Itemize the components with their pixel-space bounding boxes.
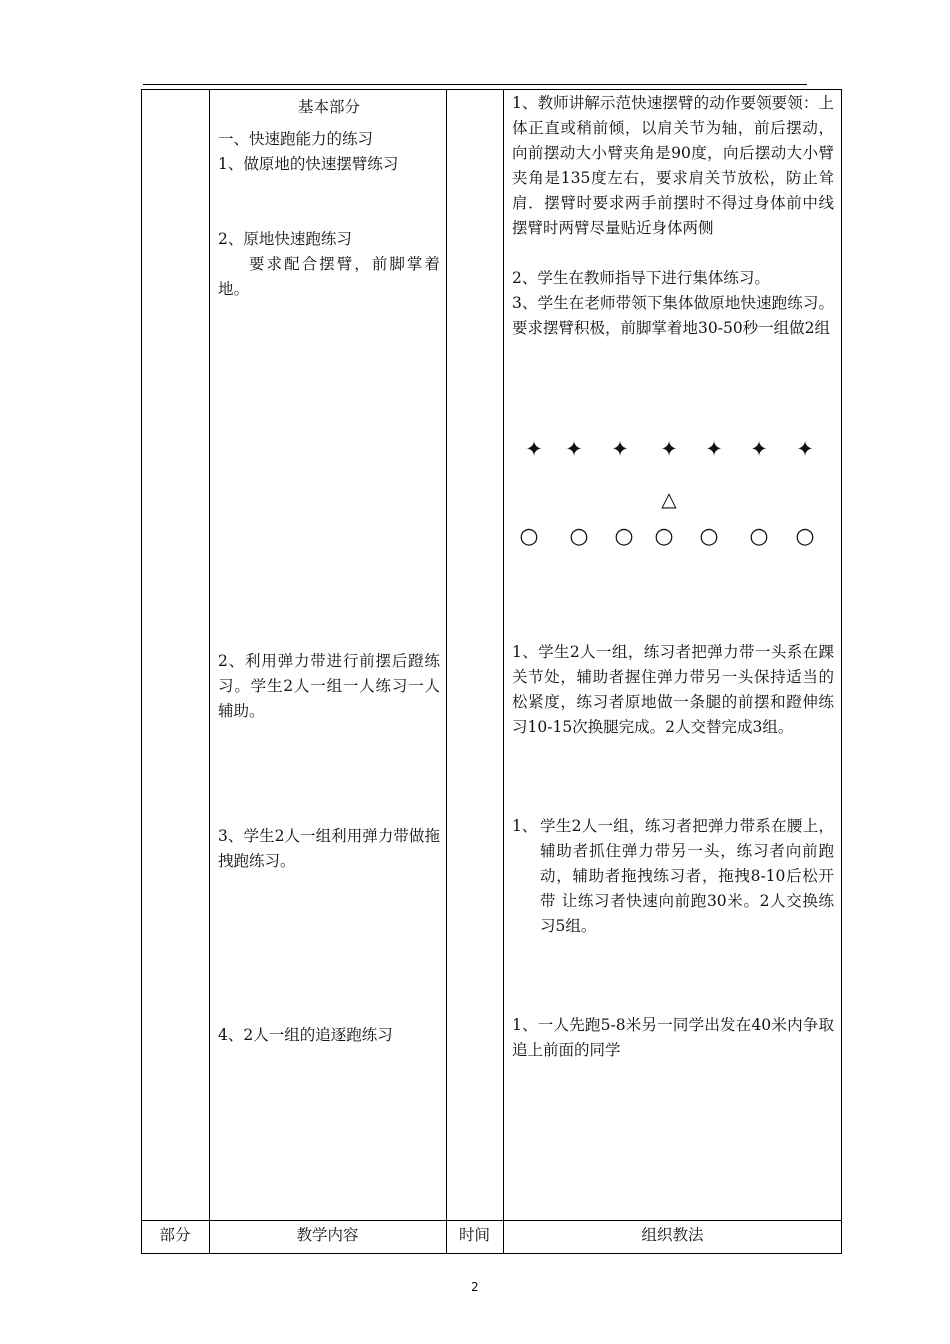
- content-item-4: 3、学生2人一组利用弹力带做拖拽跑练习。: [218, 827, 440, 870]
- student-star-icon: ✦: [796, 437, 814, 461]
- header-content: 教学内容: [296, 1226, 359, 1244]
- content-item-5: 4、2人一组的追逐跑练习: [218, 1026, 393, 1044]
- header-part: 部分: [159, 1226, 191, 1244]
- student-star-icon: ✦: [611, 437, 629, 461]
- method-paragraph-5-text: 学生2人一组，练习者把弹力带系在腰上，辅助者抓住弹力带另一头，练习者向前跑动，辅助者拖拽练习者，拖拽8-10后松开带 让练习者快速向前跑30米。2人交换练习5组。: [540, 817, 834, 935]
- student-circle-icon: ○: [749, 524, 769, 549]
- method-paragraph-1: 1、教师讲解示范快速摆臂的动作要领要领：上体正直或稍前倾，以肩关节为轴，前后摆动，向前摆动大小臂夹角是90度，向后摆动大小臂夹角是135度左右，要求肩关节放松，防止耸肩．摆臂时要求两手前摆时不得过身体前中线摆臂时两臂尽量贴近身体两侧: [512, 94, 834, 237]
- method-paragraph-4: 1、学生2人一组，练习者把弹力带一头系在踝关节处，辅助者握住弹力带另一头保持适当的松紧度，练习者原地做一条腿的前摆和蹬伸练习10-15次换腿完成。2人交替完成3组。: [512, 643, 834, 736]
- column-divider-1: [209, 89, 210, 1254]
- method-paragraph-5-number: 1、: [512, 817, 538, 835]
- section-title: 一、快速跑能力的练习: [218, 130, 374, 148]
- header-method: 组织教法: [641, 1226, 704, 1244]
- teacher-triangle-icon: △: [661, 487, 677, 511]
- header-time: 时间: [458, 1226, 490, 1244]
- student-star-icon: ✦: [750, 437, 768, 461]
- section-heading: 基本部分: [297, 98, 360, 116]
- student-star-icon: ✦: [525, 437, 543, 461]
- header-rule: [143, 84, 807, 85]
- method-paragraph-2: 2、学生在教师指导下进行集体练习。: [512, 269, 770, 287]
- footer-row-divider: [141, 1220, 842, 1221]
- student-circle-icon: ○: [654, 524, 674, 549]
- content-item-2-requirement: 要求配合摆臂，前脚掌着地。: [218, 255, 440, 298]
- student-circle-icon: ○: [699, 524, 719, 549]
- student-star-icon: ✦: [660, 437, 678, 461]
- content-item-2: 2、原地快速跑练习: [218, 230, 352, 248]
- student-star-icon: ✦: [705, 437, 723, 461]
- student-star-icon: ✦: [565, 437, 583, 461]
- method-paragraph-3: 3、学生在老师带领下集体做原地快速跑练习。要求摆臂积极，前脚掌着地30-50秒一组做2组: [512, 294, 834, 337]
- content-item-1: 1、做原地的快速摆臂练习: [218, 155, 399, 173]
- student-circle-icon: ○: [519, 524, 539, 549]
- page-number: 2: [471, 1280, 479, 1294]
- student-circle-icon: ○: [614, 524, 634, 549]
- column-divider-2: [446, 89, 447, 1254]
- method-paragraph-5: [512, 814, 834, 939]
- method-paragraph-6: 1、一人先跑5-8米另一同学出发在40米内争取追上前面的同学: [512, 1016, 834, 1059]
- content-item-3: 2、利用弹力带进行前摆后蹬练习。学生2人一组一人练习一人辅助。: [218, 652, 440, 720]
- student-circle-icon: ○: [569, 524, 589, 549]
- column-divider-3: [503, 89, 504, 1254]
- student-circle-icon: ○: [795, 524, 815, 549]
